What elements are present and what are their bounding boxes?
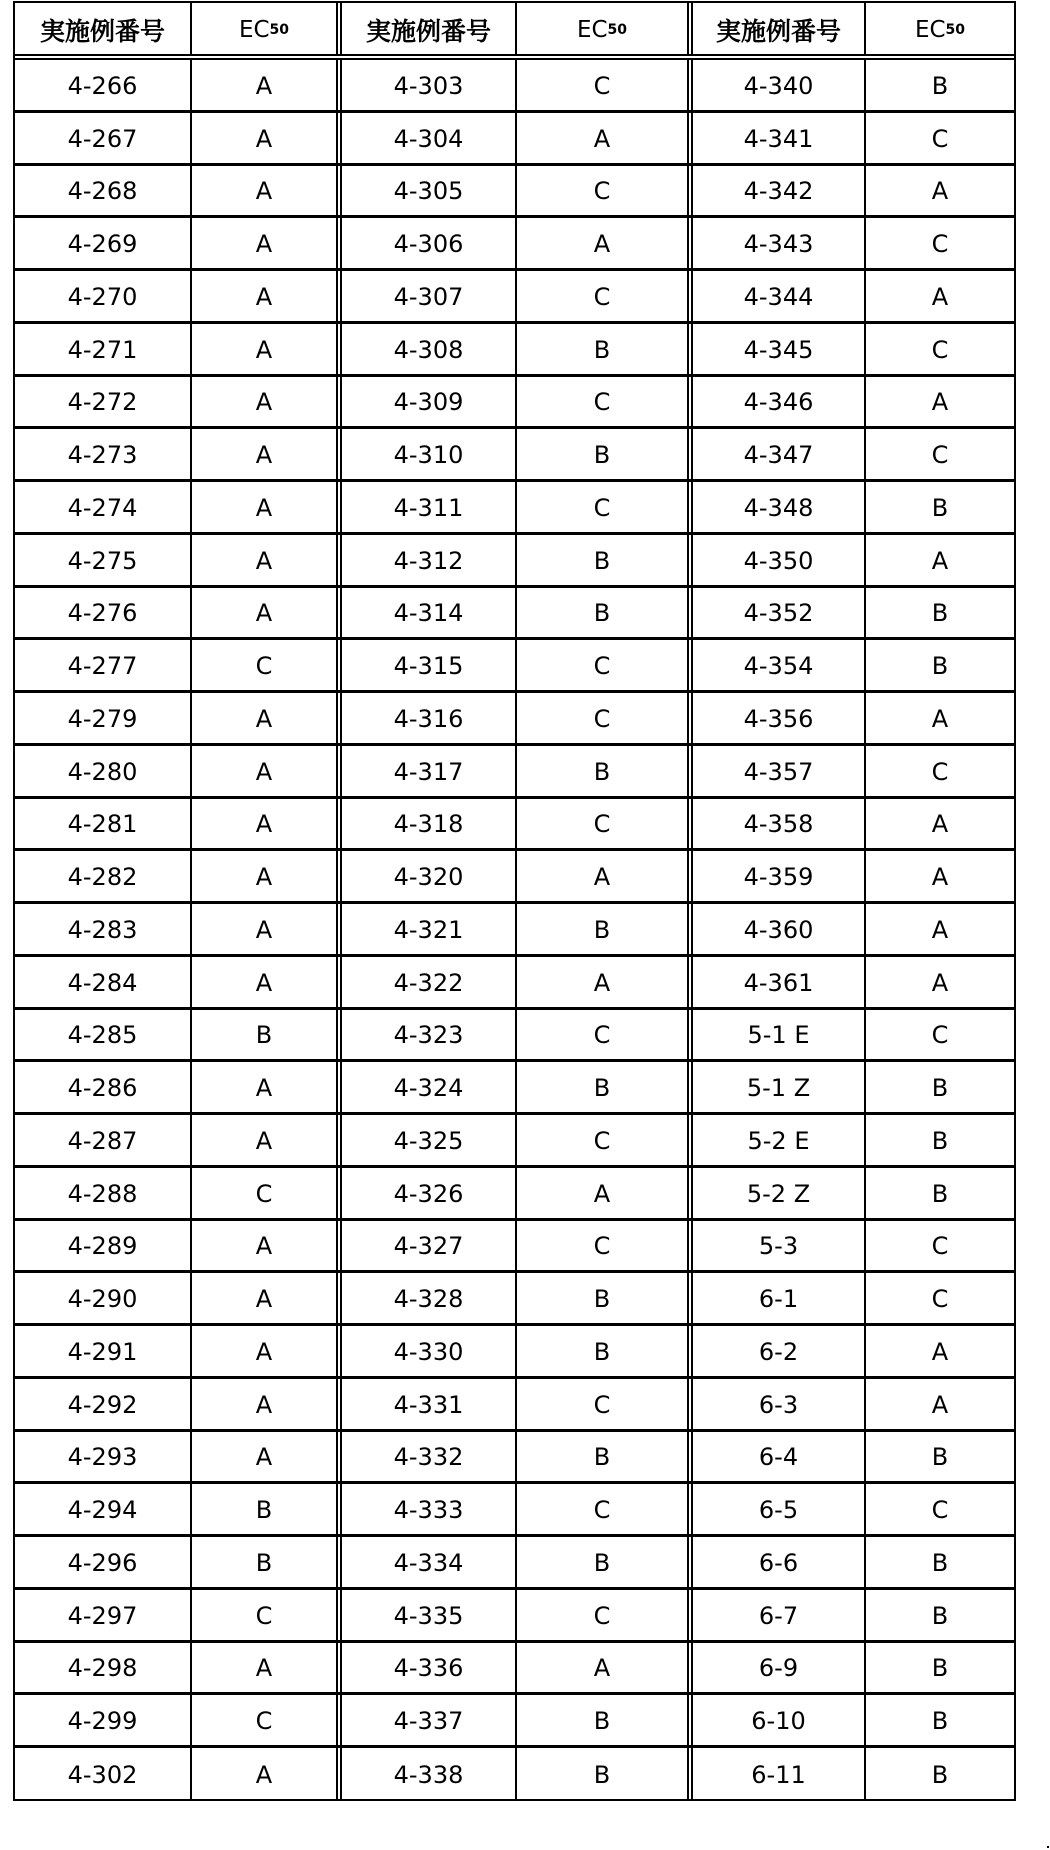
example-number-cell: 4-327 — [342, 1221, 517, 1271]
example-number-cell: 6-11 — [693, 1748, 866, 1799]
example-number-cell: 4-332 — [342, 1432, 517, 1482]
ec50-grade-cell: A — [192, 535, 342, 585]
table-row — [15, 218, 1014, 271]
ec50-grade-cell: A — [192, 851, 342, 901]
ec50-grade-cell: B — [192, 1537, 342, 1587]
ec50-grade-cell: A — [931, 177, 949, 206]
header-example-no-1: 実施例番号 — [15, 3, 192, 54]
table-row — [15, 1590, 1014, 1643]
ec50-grade-cell: B — [517, 324, 693, 374]
ec50-grade-cell: C — [931, 441, 949, 470]
ec50-grade-cell: B — [931, 1443, 949, 1472]
ec50-grade-cell: A — [192, 1115, 342, 1165]
example-number-cell: 4-310 — [342, 429, 517, 479]
example-number-cell: 4-283 — [15, 904, 192, 954]
ec50-grade-cell: C — [931, 1232, 949, 1261]
ec50-grade-cell: A — [192, 482, 342, 532]
table-row — [15, 1537, 1014, 1590]
ec50-grade-cell: B — [931, 652, 949, 681]
ec50-grade-cell: A — [517, 1643, 693, 1693]
ec50-grade-cell: A — [931, 915, 949, 944]
ec50-grade-cell: C — [517, 799, 693, 849]
ec50-results-table — [13, 1, 1016, 1801]
ec50-grade-cell: C — [517, 60, 693, 110]
example-number-cell: 4-360 — [693, 904, 866, 954]
ec50-grade-cell: B — [517, 535, 693, 585]
example-number-cell: 4-309 — [342, 377, 517, 427]
ec50-grade-cell: B — [517, 1537, 693, 1587]
example-number-cell: 4-284 — [15, 957, 192, 1007]
ec50-grade-cell: B — [931, 1074, 949, 1103]
example-number-cell: 5-2 E — [693, 1115, 866, 1165]
ec50-grade-cell: A — [192, 60, 342, 110]
example-number-cell: 4-314 — [342, 588, 517, 638]
example-number-cell: 4-335 — [342, 1590, 517, 1640]
ec50-grade-cell: B — [931, 1601, 949, 1630]
ec50-grade-cell: B — [517, 429, 693, 479]
ec50-grade-cell: C — [192, 1695, 342, 1745]
ec50-grade-cell: A — [192, 693, 342, 743]
ec50-grade-cell: C — [931, 1285, 949, 1314]
ec50-grade-cell: B — [931, 71, 949, 100]
ec50-grade-cell: A — [931, 282, 949, 311]
example-number-cell: 4-358 — [693, 799, 866, 849]
example-number-cell: 6-2 — [693, 1326, 866, 1376]
example-number-cell: 6-10 — [693, 1695, 866, 1745]
ec50-grade-cell: B — [192, 1010, 342, 1060]
table-row — [15, 60, 1014, 113]
ec50-grade-cell: B — [931, 599, 949, 628]
example-number-cell: 4-274 — [15, 482, 192, 532]
ec50-grade-cell: C — [517, 1590, 693, 1640]
ec50-grade-cell: C — [517, 271, 693, 321]
ec50-grade-cell: B — [517, 1695, 693, 1745]
ec50-grade-cell: A — [931, 704, 949, 733]
example-number-cell: 4-323 — [342, 1010, 517, 1060]
ec50-grade-cell: C — [517, 1484, 693, 1534]
ec50-grade-cell: B — [517, 1326, 693, 1376]
ec50-grade-cell: A — [192, 1748, 342, 1799]
example-number-cell: 4-331 — [342, 1379, 517, 1429]
example-number-cell: 4-307 — [342, 271, 517, 321]
table-row — [15, 851, 1014, 904]
ec50-grade-cell: C — [931, 1496, 949, 1525]
example-number-cell: 4-315 — [342, 640, 517, 690]
ec50-grade-cell: A — [192, 377, 342, 427]
ec50-grade-cell: C — [931, 335, 949, 364]
example-number-cell: 4-318 — [342, 799, 517, 849]
example-number-cell: 4-275 — [15, 535, 192, 585]
ec50-grade-cell: C — [517, 1115, 693, 1165]
ec50-grade-cell: B — [517, 1748, 693, 1799]
example-number-cell: 4-271 — [15, 324, 192, 374]
header-ec-subscript: 50 — [269, 21, 290, 38]
ec50-grade-cell: A — [517, 1168, 693, 1218]
example-number-cell: 4-296 — [15, 1537, 192, 1587]
table-row — [15, 535, 1014, 588]
example-number-cell: 4-326 — [342, 1168, 517, 1218]
example-number-cell: 4-330 — [342, 1326, 517, 1376]
example-number-cell: 6-4 — [693, 1432, 866, 1482]
ec50-grade-cell: C — [192, 640, 342, 690]
example-number-cell: 4-334 — [342, 1537, 517, 1587]
ec50-grade-cell: A — [192, 1273, 342, 1323]
ec50-grade-cell: A — [931, 546, 949, 575]
ec50-grade-cell: B — [192, 1484, 342, 1534]
header-ec-label: EC — [576, 16, 608, 43]
example-number-cell: 6-6 — [693, 1537, 866, 1587]
example-number-cell: 4-348 — [693, 482, 866, 532]
table-row — [15, 271, 1014, 324]
example-number-cell: 4-281 — [15, 799, 192, 849]
ec50-grade-cell: A — [931, 863, 949, 892]
example-number-cell: 4-299 — [15, 1695, 192, 1745]
ec50-grade-cell: A — [192, 113, 342, 163]
header-ec50-2 — [517, 3, 693, 54]
example-number-cell: 5-2 Z — [693, 1168, 866, 1218]
example-number-cell: 4-291 — [15, 1326, 192, 1376]
ec50-grade-cell: A — [192, 957, 342, 1007]
example-number-cell: 4-308 — [342, 324, 517, 374]
example-number-cell: 4-322 — [342, 957, 517, 1007]
ec50-grade-cell: C — [517, 1379, 693, 1429]
example-number-cell: 4-342 — [693, 166, 866, 216]
table-row — [15, 957, 1014, 1010]
example-number-cell: 4-336 — [342, 1643, 517, 1693]
table-row — [15, 1273, 1014, 1326]
ec50-grade-cell: C — [931, 230, 949, 259]
ec50-grade-cell: C — [931, 757, 949, 786]
ec50-grade-cell: A — [517, 851, 693, 901]
example-number-cell: 4-304 — [342, 113, 517, 163]
ec50-grade-cell: A — [192, 271, 342, 321]
example-number-cell: 4-273 — [15, 429, 192, 479]
example-number-cell: 4-324 — [342, 1062, 517, 1112]
table-row — [15, 377, 1014, 430]
example-number-cell: 4-288 — [15, 1168, 192, 1218]
ec50-grade-cell: B — [931, 1760, 949, 1789]
example-number-cell: 4-269 — [15, 218, 192, 268]
example-number-cell: 4-294 — [15, 1484, 192, 1534]
example-number-cell: 4-287 — [15, 1115, 192, 1165]
ec50-grade-cell: A — [931, 810, 949, 839]
header-example-no-2: 実施例番号 — [342, 3, 517, 54]
example-number-cell: 6-3 — [693, 1379, 866, 1429]
ec50-grade-cell: A — [192, 1221, 342, 1271]
table-row — [15, 1168, 1014, 1221]
ec50-grade-cell: C — [517, 166, 693, 216]
example-number-cell: 5-1 E — [693, 1010, 866, 1060]
example-number-cell: 4-341 — [693, 113, 866, 163]
ec50-grade-cell: C — [931, 1021, 949, 1050]
example-number-cell: 4-266 — [15, 60, 192, 110]
example-number-cell: 4-325 — [342, 1115, 517, 1165]
example-number-cell: 4-302 — [15, 1748, 192, 1799]
ec50-grade-cell: B — [931, 1654, 949, 1683]
header-ec50-1 — [192, 3, 342, 54]
example-number-cell: 4-285 — [15, 1010, 192, 1060]
ec50-grade-cell: A — [192, 746, 342, 796]
table-row — [15, 166, 1014, 219]
table-row — [15, 1115, 1014, 1168]
example-number-cell: 4-305 — [342, 166, 517, 216]
example-number-cell: 4-357 — [693, 746, 866, 796]
ec50-grade-cell: A — [192, 218, 342, 268]
example-number-cell: 4-270 — [15, 271, 192, 321]
ec50-grade-cell: A — [931, 968, 949, 997]
ec50-grade-cell: B — [517, 746, 693, 796]
example-number-cell: 4-280 — [15, 746, 192, 796]
example-number-cell: 4-312 — [342, 535, 517, 585]
example-number-cell: 4-343 — [693, 218, 866, 268]
ec50-grade-cell: B — [931, 1548, 949, 1577]
example-number-cell: 4-277 — [15, 640, 192, 690]
example-number-cell: 4-317 — [342, 746, 517, 796]
example-number-cell: 4-321 — [342, 904, 517, 954]
example-number-cell: 4-328 — [342, 1273, 517, 1323]
table-row — [15, 1062, 1014, 1115]
ec50-grade-cell: B — [517, 1432, 693, 1482]
table-row — [15, 1379, 1014, 1432]
table-row — [15, 324, 1014, 377]
ec50-grade-cell: B — [517, 1273, 693, 1323]
table-row — [15, 1221, 1014, 1274]
ec50-grade-cell: A — [192, 1643, 342, 1693]
example-number-cell: 4-276 — [15, 588, 192, 638]
example-number-cell: 6-5 — [693, 1484, 866, 1534]
ec50-grade-cell: A — [192, 904, 342, 954]
ec50-grade-cell: C — [517, 377, 693, 427]
ec50-grade-cell: C — [517, 640, 693, 690]
table-row — [15, 1326, 1014, 1379]
example-number-cell: 4-289 — [15, 1221, 192, 1271]
example-number-cell: 4-292 — [15, 1379, 192, 1429]
ec50-grade-cell: A — [931, 1337, 949, 1366]
ec50-grade-cell: B — [931, 1707, 949, 1736]
ec50-grade-cell: A — [192, 324, 342, 374]
table-row — [15, 482, 1014, 535]
example-number-cell: 4-340 — [693, 60, 866, 110]
table-row — [15, 1748, 1014, 1799]
table-row — [15, 1432, 1014, 1485]
example-number-cell: 4-359 — [693, 851, 866, 901]
ec50-grade-cell: B — [517, 588, 693, 638]
example-number-cell: 4-297 — [15, 1590, 192, 1640]
example-number-cell: 4-279 — [15, 693, 192, 743]
ec50-grade-cell: C — [192, 1168, 342, 1218]
example-number-cell: 6-1 — [693, 1273, 866, 1323]
ec50-grade-cell: B — [931, 1179, 949, 1208]
example-number-cell: 4-272 — [15, 377, 192, 427]
ec50-grade-cell: A — [192, 1062, 342, 1112]
example-number-cell: 4-290 — [15, 1273, 192, 1323]
header-ec-subscript: 50 — [945, 21, 966, 38]
ec50-grade-cell: C — [931, 124, 949, 153]
header-example-no-3: 実施例番号 — [693, 3, 866, 54]
example-number-cell: 4-306 — [342, 218, 517, 268]
ec50-grade-cell: C — [517, 1221, 693, 1271]
ec50-grade-cell: C — [192, 1590, 342, 1640]
ec50-grade-cell: A — [192, 1379, 342, 1429]
header-ec50-3 — [866, 3, 1014, 54]
example-number-cell: 4-311 — [342, 482, 517, 532]
example-number-cell: 4-316 — [342, 693, 517, 743]
ec50-grade-cell: B — [931, 1126, 949, 1155]
table-header-row — [15, 3, 1014, 60]
header-ec-label: EC — [238, 16, 270, 43]
table-row — [15, 799, 1014, 852]
example-number-cell: 4-345 — [693, 324, 866, 374]
example-number-cell: 4-298 — [15, 1643, 192, 1693]
table-row — [15, 640, 1014, 693]
example-number-cell: 4-350 — [693, 535, 866, 585]
ec50-grade-cell: A — [931, 388, 949, 417]
table-row — [15, 904, 1014, 957]
table-row — [15, 1643, 1014, 1696]
example-number-cell: 5-1 Z — [693, 1062, 866, 1112]
table-row — [15, 113, 1014, 166]
example-number-cell: 5-3 — [693, 1221, 866, 1271]
stray-mark — [1047, 1846, 1049, 1848]
table-row — [15, 1484, 1014, 1537]
example-number-cell: 4-333 — [342, 1484, 517, 1534]
table-row — [15, 429, 1014, 482]
ec50-grade-cell: A — [192, 1326, 342, 1376]
ec50-grade-cell: B — [517, 904, 693, 954]
example-number-cell: 4-267 — [15, 113, 192, 163]
example-number-cell: 4-303 — [342, 60, 517, 110]
example-number-cell: 4-268 — [15, 166, 192, 216]
table-row — [15, 1695, 1014, 1748]
example-number-cell: 4-346 — [693, 377, 866, 427]
example-number-cell: 4-352 — [693, 588, 866, 638]
example-number-cell: 4-347 — [693, 429, 866, 479]
example-number-cell: 4-320 — [342, 851, 517, 901]
ec50-grade-cell: A — [931, 1390, 949, 1419]
ec50-grade-cell: A — [517, 957, 693, 1007]
example-number-cell: 6-9 — [693, 1643, 866, 1693]
ec50-grade-cell: A — [192, 588, 342, 638]
ec50-grade-cell: A — [517, 113, 693, 163]
example-number-cell: 4-354 — [693, 640, 866, 690]
table-row — [15, 588, 1014, 641]
example-number-cell: 4-356 — [693, 693, 866, 743]
ec50-grade-cell: B — [931, 493, 949, 522]
ec50-grade-cell: C — [517, 693, 693, 743]
ec50-grade-cell: A — [192, 166, 342, 216]
ec50-grade-cell: B — [517, 1062, 693, 1112]
table-row — [15, 746, 1014, 799]
example-number-cell: 4-286 — [15, 1062, 192, 1112]
ec50-grade-cell: A — [192, 429, 342, 479]
header-ec-subscript: 50 — [607, 21, 628, 38]
ec50-grade-cell: A — [517, 218, 693, 268]
example-number-cell: 4-293 — [15, 1432, 192, 1482]
table-row — [15, 1010, 1014, 1063]
table-row — [15, 693, 1014, 746]
header-ec-label: EC — [914, 16, 946, 43]
example-number-cell: 4-337 — [342, 1695, 517, 1745]
example-number-cell: 4-338 — [342, 1748, 517, 1799]
ec50-grade-cell: C — [517, 482, 693, 532]
example-number-cell: 4-282 — [15, 851, 192, 901]
example-number-cell: 6-7 — [693, 1590, 866, 1640]
ec50-grade-cell: C — [517, 1010, 693, 1060]
ec50-grade-cell: A — [192, 799, 342, 849]
example-number-cell: 4-344 — [693, 271, 866, 321]
example-number-cell: 4-361 — [693, 957, 866, 1007]
ec50-grade-cell: A — [192, 1432, 342, 1482]
